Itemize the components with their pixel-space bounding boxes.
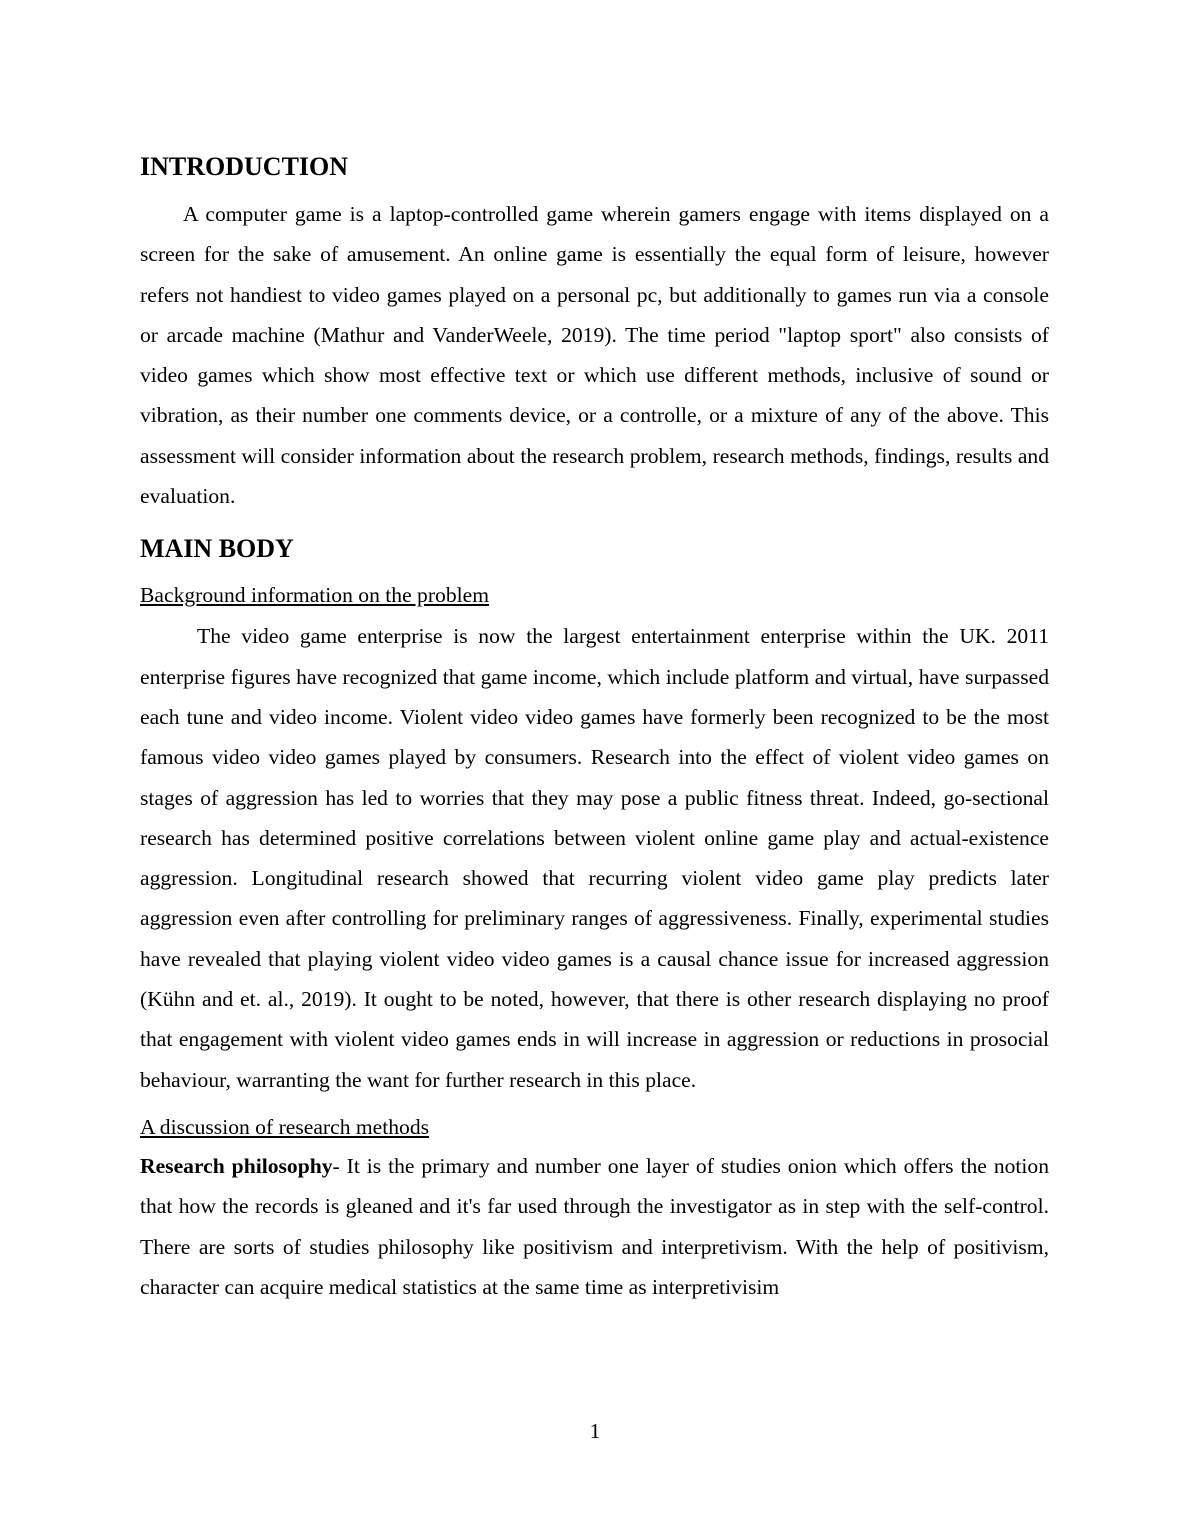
main-body-heading: MAIN BODY xyxy=(140,534,294,564)
research-philosophy-term: Research philosophy xyxy=(140,1153,333,1178)
background-subheading: Background information on the problem xyxy=(140,583,490,608)
introduction-paragraph: A computer game is a laptop-controlled game wherein gamers engage with items displayed on a screen for the sake of amusement. An online game is essentially the equal form of leisure, however refers not handiest to video games played on a personal pc, but additionally to games run via a console or arcade machine (Mathur and VanderWeele, 2019). The time period "laptop sport" also consists of video games which show most effective text or which use different methods, inclusive of sound or vibration, as their number one comments device, or a controlle, or a mixture of any of the above. This assessment will consider information about the research problem, research methods, findings, results and evaluation. xyxy=(140,202,1049,509)
introduction-heading: INTRODUCTION xyxy=(140,152,349,181)
research-philosophy-paragraph xyxy=(140,1146,1049,1307)
research-philosophy-text: - It is the primary and number one layer of studies onion which offers the notion that how the records is gleaned and it's far used through the investigator as in step with the self-control. There are sorts of studies philosophy like positivism and interpretivism. With the help of positivism, character can acquire medical statistics at the same time as interpretivisim xyxy=(140,1153,1050,1299)
document-page xyxy=(140,150,1049,1307)
research-methods-subheading: A discussion of research methods xyxy=(140,1114,430,1139)
page-number: 1 xyxy=(589,1419,601,1443)
background-paragraph: The video game enterprise is now the largest entertainment enterprise within the UK. 2011 enterprise figures have recognized that game income, which include platform and virtual, have surpassed each tune and video income. Violent video video games have formerly been recognized to be the most famous video video games played by consumers. Research into the effect of violent video games on stages of aggression has led to worries that they may pose a public fitness threat. Indeed, go-sectional research has determined positive correlations between violent online game play and actual-existence aggression. Longitudinal research showed that recurring violent video game play predicts later aggression even after controlling for preliminary ranges of aggressiveness. Finally, experimental studies have revealed that playing violent video video games is a causal chance issue for increased aggression (Kühn and et. al., 2019). It ought to be noted, however, that there is other research displaying no proof that engagement with violent video games ends in will increase in aggression or reductions in prosocial behaviour, warranting the want for further research in this place. xyxy=(140,624,1049,1092)
